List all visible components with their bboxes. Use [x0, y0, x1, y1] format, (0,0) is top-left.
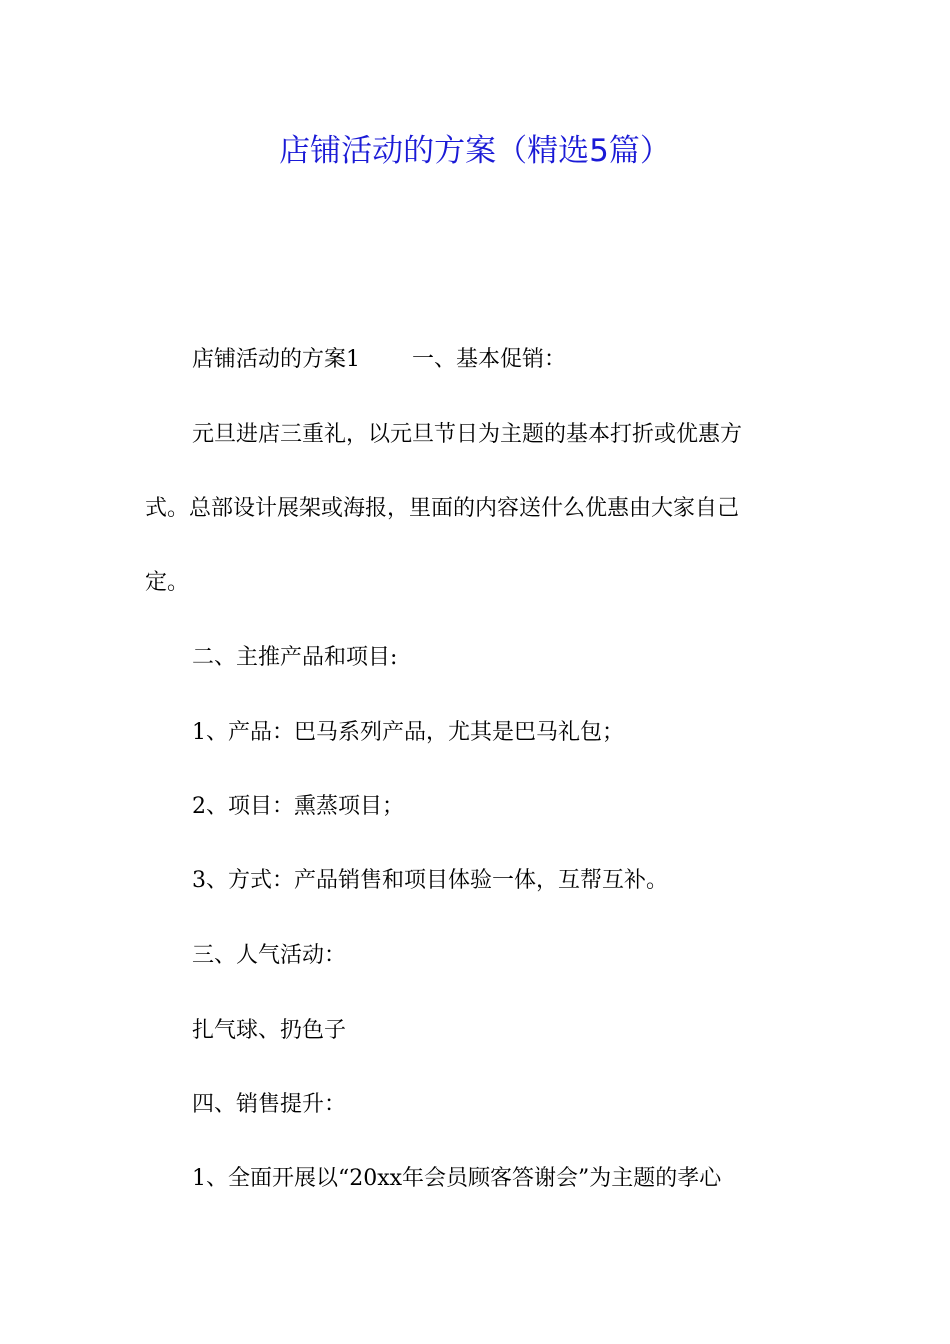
paragraph-line: 三、人气活动：: [192, 943, 347, 968]
paragraph-line: 二、主推产品和项目:: [192, 645, 398, 670]
paragraph-line: 定。: [145, 570, 190, 595]
paragraph-line: 四、销售提升：: [192, 1092, 347, 1117]
paragraph-line: 1、全面开展以“20xx年会员顾客答谢会”为主题的孝心: [192, 1166, 722, 1191]
paragraph-line: 2、项目：熏蒸项目；: [192, 794, 404, 819]
section-subheading: 一、基本促销：: [412, 347, 567, 372]
document-title: 店铺活动的方案（精选5篇）: [279, 133, 671, 169]
paragraph-line: [192, 345, 566, 375]
paragraph-line: 扎气球、扔色子: [192, 1018, 347, 1043]
paragraph-line: 3、方式：产品销售和项目体验一体，互帮互补。: [192, 868, 668, 893]
section-heading: 店铺活动的方案1: [192, 347, 360, 372]
paragraph-line: 1、产品：巴马系列产品，尤其是巴马礼包；: [192, 720, 624, 745]
paragraph-line: 元旦进店三重礼，以元旦节日为主题的基本打折或优惠方: [192, 422, 743, 447]
paragraph-line: 式。总部设计展架或海报，里面的内容送什么优惠由大家自己: [145, 496, 740, 521]
